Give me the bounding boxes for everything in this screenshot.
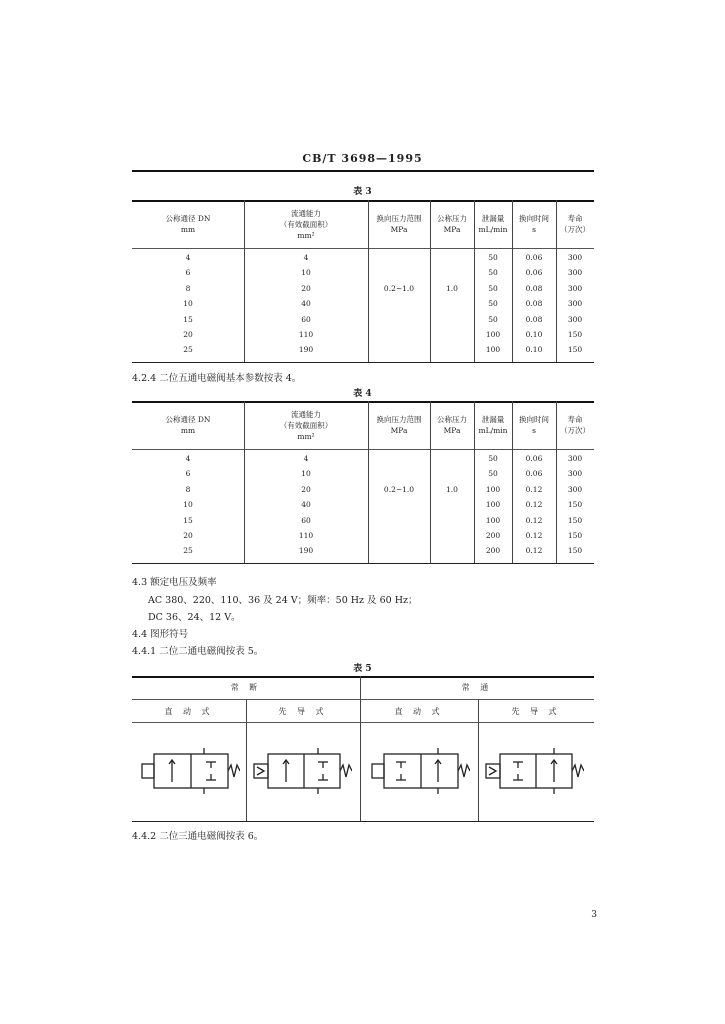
table4-cell-life-0: 300 [567, 454, 583, 463]
table3-cell-leakage-5: 100 [485, 330, 501, 339]
table3-cell-leakage-0: 50 [488, 253, 498, 262]
table3-cell-flow-2: 20 [301, 283, 311, 293]
t5-sub-direct-1: 直 动 式 [164, 707, 214, 716]
table4-cell-life-4: 150 [567, 515, 583, 525]
table3-cell-dn-6: 25 [183, 345, 193, 355]
table4-cell-dn-5: 20 [183, 531, 193, 540]
para-4-4: 4.4 图形符号 [132, 629, 189, 640]
table4-cell-dn-2: 8 [185, 484, 191, 494]
table3-cell-pressure_range: 0.2~1.0 [383, 283, 415, 293]
table3-top-rule [132, 200, 594, 202]
table4-cell-flow-4: 60 [301, 515, 311, 525]
table3-cell-time-2: 0.08 [525, 283, 543, 293]
table3-cell-life-4: 300 [567, 314, 583, 324]
table3-cell-dn-5: 20 [183, 330, 193, 339]
table4-cell-flow-1: 10 [301, 469, 311, 479]
para-4-3: 4.3 额定电压及频率 [132, 577, 217, 588]
table3-header-dn-0: 公称通径 DN [165, 214, 211, 223]
table3-header-dn-1: mm [180, 225, 196, 234]
table4-cell-time-5: 0.12 [525, 531, 543, 540]
table4-bottom-rule [132, 563, 594, 564]
table3-cell-dn-2: 8 [185, 283, 191, 293]
table3-head-rule [132, 248, 594, 249]
table3-header-time-0: 换向时间 [519, 214, 549, 223]
table4-cell-dn-3: 10 [183, 500, 193, 510]
table4-cell-life-1: 300 [567, 469, 583, 479]
table3-header-flow-0: 流通能力 [291, 208, 321, 218]
table4-cell-life-3: 150 [567, 500, 583, 510]
table4-cell-dn-1: 6 [185, 469, 191, 479]
table3-cell-dn-3: 10 [183, 299, 193, 309]
table4-cell-nominal_pressure: 1.0 [446, 484, 458, 494]
t5-sub-pilot-1: 先 导 式 [278, 707, 328, 716]
table4-cell-time-6: 0.12 [525, 546, 543, 556]
table3-cell-time-6: 0.10 [525, 345, 543, 355]
table3-cell-time-1: 0.06 [525, 268, 543, 278]
t5-sub-rule [132, 722, 594, 723]
table3-cell-time-3: 0.08 [525, 299, 543, 309]
table4-cell-life-5: 150 [567, 531, 583, 540]
t5-mid-rule [132, 699, 594, 700]
valve-symbol-pilot-normally-open [484, 748, 584, 794]
valve-symbol-direct-normally-closed [140, 748, 240, 794]
table4-cell-time-1: 0.06 [525, 469, 543, 479]
t5-vdiv-1 [246, 699, 247, 822]
t5-sub-direct-2: 直 动 式 [394, 707, 444, 716]
table3-header-leakage-0: 泄漏量 [481, 214, 505, 223]
table4-cell-flow-5: 110 [298, 531, 314, 540]
table4-header-leakage-0: 泄漏量 [481, 415, 505, 424]
t5-bottom-rule [132, 821, 594, 822]
table3-cell-flow-5: 110 [298, 330, 314, 339]
table4-cell-flow-2: 20 [301, 484, 311, 494]
table3-cell-flow-0: 4 [303, 253, 309, 262]
table3-cell-flow-3: 40 [301, 299, 311, 309]
table3-cell-time-0: 0.06 [525, 253, 543, 262]
table3-cell-flow-6: 190 [298, 345, 314, 355]
table4-header-time-1: s [532, 426, 536, 435]
table3-header-pressure_range-0: 换向压力范围 [376, 214, 422, 223]
t5-group-normally-open: 常 通 [461, 683, 493, 692]
table3-header-life-1: （万次） [560, 225, 590, 234]
table3-caption: 表 3 [353, 187, 372, 197]
table3-header-leakage-1: mL/min [478, 225, 508, 234]
table4-header-flow-1: （有效截面积） [279, 420, 333, 430]
valve-symbol-direct-normally-open [370, 748, 470, 794]
para-4-3-dc: DC 36、24、12 V。 [148, 612, 241, 623]
table4-cell-leakage-5: 200 [485, 531, 501, 540]
table5-caption: 表 5 [353, 664, 372, 674]
table4-header-flow-0: 流通能力 [291, 409, 321, 419]
para-4-2-4: 4.2.4 二位五通电磁阀基本参数按表 4。 [132, 373, 302, 384]
para-4-4-1: 4.4.1 二位二通电磁阀按表 5。 [132, 646, 264, 657]
table4-caption: 表 4 [353, 389, 372, 399]
table4-cell-leakage-2: 100 [485, 484, 501, 494]
table4-header-pressure_range-1: MPa [390, 426, 408, 435]
table4-header-pressure_range-0: 换向压力范围 [376, 415, 422, 424]
t5-top-rule [132, 676, 594, 678]
table3-header-pressure_range-1: MPa [390, 225, 408, 234]
valve-symbol-pilot-normally-closed [252, 748, 352, 794]
t5-group-normally-closed: 常 断 [230, 683, 262, 692]
table4-cell-leakage-1: 50 [488, 469, 498, 479]
t5-sub-pilot-2: 先 导 式 [511, 707, 561, 716]
table3-cell-leakage-1: 50 [488, 268, 498, 278]
table4-cell-life-2: 300 [567, 484, 583, 494]
table4-cell-flow-0: 4 [303, 454, 309, 463]
table4-header-dn-0: 公称通径 DN [165, 415, 211, 424]
table3-cell-nominal_pressure: 1.0 [446, 283, 458, 293]
table4-cell-flow-3: 40 [301, 500, 311, 510]
table3-cell-dn-1: 6 [185, 268, 191, 278]
table3-cell-leakage-2: 50 [488, 283, 498, 293]
table4-cell-dn-0: 4 [185, 454, 191, 463]
table3-cell-time-4: 0.08 [525, 314, 543, 324]
table4-cell-flow-6: 190 [298, 546, 314, 556]
table3-cell-leakage-6: 100 [485, 345, 501, 355]
table3-cell-leakage-4: 50 [488, 314, 498, 324]
table4-header-life-0: 寿命 [567, 415, 583, 424]
table3-cell-life-2: 300 [567, 283, 583, 293]
table4-header-nominal_pressure-0: 公称压力 [437, 415, 467, 424]
standard-header: CB/T 3698—1995 [302, 152, 423, 165]
table3-header-life-0: 寿命 [567, 214, 583, 223]
table3-cell-life-0: 300 [567, 253, 583, 262]
table4-header-leakage-1: mL/min [478, 426, 508, 435]
table4-cell-leakage-4: 100 [485, 515, 501, 525]
table4-cell-life-6: 150 [567, 546, 583, 556]
table3-header-flow-1: （有效截面积） [279, 219, 333, 229]
table4-header-time-0: 换向时间 [519, 415, 549, 424]
table4-cell-dn-4: 15 [183, 515, 193, 525]
table3-cell-leakage-3: 50 [488, 299, 498, 309]
table4-cell-dn-6: 25 [183, 546, 193, 556]
table3-cell-time-5: 0.10 [525, 330, 543, 339]
table3-bottom-rule [132, 362, 594, 363]
table3-cell-life-1: 300 [567, 268, 583, 278]
table3-header-nominal_pressure-0: 公称压力 [437, 214, 467, 223]
table4-cell-leakage-6: 200 [485, 546, 501, 556]
para-4-3-ac: AC 380、220、110、36 及 24 V；频率：50 Hz 及 60 Hz； [148, 595, 418, 606]
table4-head-rule [132, 449, 594, 450]
para-4-4-2: 4.4.2 二位三通电磁阀按表 6。 [132, 831, 264, 842]
table3-cell-dn-0: 4 [185, 253, 191, 262]
page-number: 3 [591, 910, 597, 920]
table3-cell-flow-1: 10 [301, 268, 311, 278]
table4-cell-leakage-0: 50 [488, 454, 498, 463]
table3-header-nominal_pressure-1: MPa [443, 225, 461, 234]
table4-top-rule [132, 401, 594, 403]
table4-cell-time-0: 0.06 [525, 454, 543, 463]
table4-header-nominal_pressure-1: MPa [443, 426, 461, 435]
table3-cell-dn-4: 15 [183, 314, 193, 324]
table4-cell-time-4: 0.12 [525, 515, 543, 525]
table3-cell-life-5: 150 [567, 330, 583, 339]
table3-cell-life-3: 300 [567, 299, 583, 309]
table3-cell-flow-4: 60 [301, 314, 311, 324]
table4-header-dn-1: mm [180, 426, 196, 435]
t5-vdiv-main [360, 676, 361, 822]
header-rule [132, 170, 594, 172]
table3-header-flow-2: mm² [297, 230, 315, 240]
table4-cell-pressure_range: 0.2~1.0 [383, 484, 415, 494]
table4-cell-time-2: 0.12 [525, 484, 543, 494]
table4-cell-leakage-3: 100 [485, 500, 501, 510]
table4-header-flow-2: mm² [297, 431, 315, 441]
table4-cell-time-3: 0.12 [525, 500, 543, 510]
t5-vdiv-2 [478, 699, 479, 822]
table3-cell-life-6: 150 [567, 345, 583, 355]
table4-header-life-1: （万次） [560, 426, 590, 435]
table3-header-time-1: s [532, 225, 536, 234]
